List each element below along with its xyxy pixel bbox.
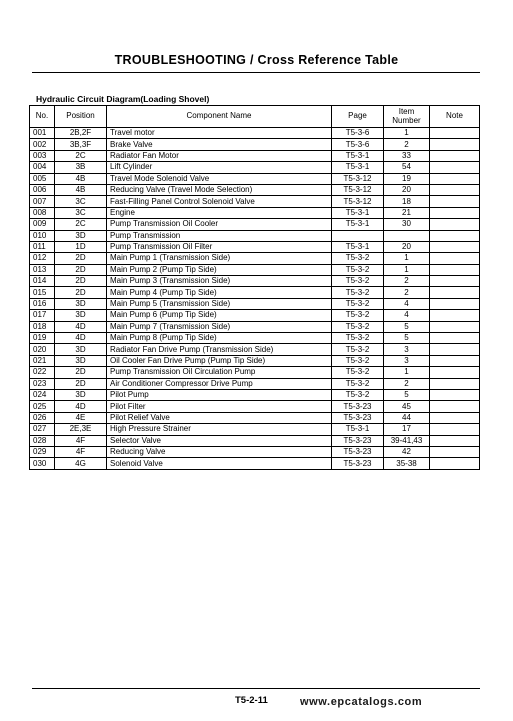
cell-no: 004 [30, 162, 55, 173]
cell-page: T5-3-1 [332, 162, 384, 173]
table-row [30, 458, 480, 469]
table-row [30, 446, 480, 457]
cell-item-number: 21 [384, 207, 430, 218]
cell-note [430, 162, 480, 173]
cell-item-number: 35-38 [384, 458, 430, 469]
cell-component-name: Oil Cooler Fan Drive Pump (Pump Tip Side) [107, 355, 332, 366]
cell-note [430, 241, 480, 252]
cell-no: 026 [30, 412, 55, 423]
cell-note [430, 287, 480, 298]
cell-position: 2C [55, 219, 107, 230]
cell-note [430, 458, 480, 469]
cell-note [430, 150, 480, 161]
cell-component-name: Pilot Filter [107, 401, 332, 412]
cell-component-name: Air Conditioner Compressor Drive Pump [107, 378, 332, 389]
cell-item-number: 1 [384, 264, 430, 275]
cell-page: T5-3-2 [332, 253, 384, 264]
cell-page: T5-3-23 [332, 435, 384, 446]
table-row [30, 139, 480, 150]
cell-position: 4E [55, 412, 107, 423]
cell-note [430, 128, 480, 139]
cell-position: 2D [55, 367, 107, 378]
cross-reference-table [29, 105, 480, 470]
footer-divider [32, 688, 480, 689]
cell-page: T5-3-1 [332, 207, 384, 218]
cell-position: 2D [55, 253, 107, 264]
cell-no: 006 [30, 184, 55, 195]
table-row [30, 355, 480, 366]
table-row [30, 344, 480, 355]
cell-position: 3D [55, 389, 107, 400]
cell-note [430, 355, 480, 366]
cell-component-name: High Pressure Strainer [107, 424, 332, 435]
cell-no: 009 [30, 219, 55, 230]
cell-page: T5-3-23 [332, 401, 384, 412]
cell-component-name: Reducing Valve [107, 446, 332, 457]
cell-no: 015 [30, 287, 55, 298]
cell-no: 021 [30, 355, 55, 366]
cell-position: 2D [55, 264, 107, 275]
cell-page: T5-3-2 [332, 276, 384, 287]
cell-position: 4D [55, 401, 107, 412]
cell-position: 4F [55, 446, 107, 457]
cell-note [430, 367, 480, 378]
page-number: T5-2-11 [235, 695, 268, 706]
cell-item-number: 2 [384, 139, 430, 150]
table-row [30, 298, 480, 309]
cell-note [430, 253, 480, 264]
cell-note [430, 310, 480, 321]
cell-component-name: Main Pump 6 (Pump Tip Side) [107, 310, 332, 321]
cell-note [430, 207, 480, 218]
table-row [30, 184, 480, 195]
cell-item-number: 4 [384, 298, 430, 309]
cell-page: T5-3-2 [332, 298, 384, 309]
cell-component-name: Selector Valve [107, 435, 332, 446]
cell-position: 3D [55, 344, 107, 355]
cell-page: T5-3-2 [332, 310, 384, 321]
cell-page: T5-3-2 [332, 355, 384, 366]
section-title: Hydraulic Circuit Diagram(Loading Shovel) [36, 94, 210, 104]
cell-no: 027 [30, 424, 55, 435]
cell-page: T5-3-23 [332, 412, 384, 423]
cell-component-name: Main Pump 4 (Pump Tip Side) [107, 287, 332, 298]
header-no: No. [30, 106, 55, 128]
cell-page: T5-3-23 [332, 458, 384, 469]
cell-note [430, 264, 480, 275]
cell-item-number: 39-41,43 [384, 435, 430, 446]
table-row [30, 150, 480, 161]
cell-page: T5-3-2 [332, 367, 384, 378]
cell-no: 013 [30, 264, 55, 275]
cell-position: 2D [55, 276, 107, 287]
cell-position: 3B [55, 162, 107, 173]
cell-position: 2B,2F [55, 128, 107, 139]
cell-no: 025 [30, 401, 55, 412]
cell-item-number: 2 [384, 378, 430, 389]
cell-note [430, 412, 480, 423]
cell-component-name: Solenoid Valve [107, 458, 332, 469]
table-row [30, 287, 480, 298]
cell-no: 029 [30, 446, 55, 457]
cell-note [430, 230, 480, 241]
cell-note [430, 298, 480, 309]
cell-note [430, 184, 480, 195]
cell-no: 018 [30, 321, 55, 332]
cell-page: T5-3-2 [332, 344, 384, 355]
cell-component-name: Engine [107, 207, 332, 218]
header-component-name: Component Name [107, 106, 332, 128]
cell-page: T5-3-12 [332, 184, 384, 195]
table-row [30, 253, 480, 264]
cell-page: T5-3-1 [332, 241, 384, 252]
header-page: Page [332, 106, 384, 128]
table-row [30, 219, 480, 230]
watermark: www.epcatalogs.com [300, 696, 423, 708]
cell-note [430, 435, 480, 446]
cell-position: 3B,3F [55, 139, 107, 150]
cell-page: T5-3-2 [332, 287, 384, 298]
cell-item-number: 5 [384, 321, 430, 332]
cell-no: 030 [30, 458, 55, 469]
cell-no: 001 [30, 128, 55, 139]
table-row [30, 378, 480, 389]
header-position: Position [55, 106, 107, 128]
cell-position: 2D [55, 378, 107, 389]
cell-item-number: 20 [384, 184, 430, 195]
cell-item-number: 5 [384, 389, 430, 400]
cell-component-name: Radiator Fan Drive Pump (Transmission Side) [107, 344, 332, 355]
cell-component-name: Main Pump 8 (Pump Tip Side) [107, 333, 332, 344]
cell-component-name: Radiator Fan Motor [107, 150, 332, 161]
header-item-line2: Number [392, 115, 421, 125]
cell-note [430, 333, 480, 344]
cell-note [430, 401, 480, 412]
table-row [30, 389, 480, 400]
cell-no: 017 [30, 310, 55, 321]
cell-note [430, 173, 480, 184]
title-divider [32, 72, 480, 73]
cell-position: 4B [55, 184, 107, 195]
cell-page: T5-3-2 [332, 333, 384, 344]
table-row [30, 310, 480, 321]
header-note: Note [430, 106, 480, 128]
cell-component-name: Main Pump 2 (Pump Tip Side) [107, 264, 332, 275]
cell-position: 3C [55, 207, 107, 218]
cell-no: 028 [30, 435, 55, 446]
cell-component-name: Main Pump 1 (Transmission Side) [107, 253, 332, 264]
table-row [30, 333, 480, 344]
cell-page: T5-3-1 [332, 219, 384, 230]
cell-position: 3D [55, 230, 107, 241]
cell-page: T5-3-23 [332, 446, 384, 457]
cell-component-name: Reducing Valve (Travel Mode Selection) [107, 184, 332, 195]
cell-note [430, 344, 480, 355]
cell-position: 1D [55, 241, 107, 252]
cell-no: 002 [30, 139, 55, 150]
cell-item-number: 4 [384, 310, 430, 321]
cell-note [430, 321, 480, 332]
cell-page: T5-3-12 [332, 173, 384, 184]
cell-position: 3D [55, 355, 107, 366]
table-row [30, 264, 480, 275]
cell-item-number: 33 [384, 150, 430, 161]
table-row [30, 207, 480, 218]
cell-page: T5-3-2 [332, 389, 384, 400]
cell-component-name: Pump Transmission [107, 230, 332, 241]
cell-no: 020 [30, 344, 55, 355]
table-row [30, 424, 480, 435]
table-row [30, 412, 480, 423]
cell-component-name: Pump Transmission Oil Circulation Pump [107, 367, 332, 378]
cell-item-number: 17 [384, 424, 430, 435]
cell-note [430, 276, 480, 287]
page-title: TROUBLESHOOTING / Cross Reference Table [114, 53, 399, 67]
table-row [30, 435, 480, 446]
cell-item-number: 42 [384, 446, 430, 457]
header-item-line1: Item [398, 107, 415, 117]
cell-component-name: Main Pump 3 (Transmission Side) [107, 276, 332, 287]
cell-note [430, 389, 480, 400]
cell-position: 2C [55, 150, 107, 161]
cell-position: 2D [55, 287, 107, 298]
cell-component-name: Brake Valve [107, 139, 332, 150]
cell-component-name: Travel motor [107, 128, 332, 139]
cell-item-number: 1 [384, 253, 430, 264]
cell-component-name: Pilot Pump [107, 389, 332, 400]
cell-item-number: 3 [384, 355, 430, 366]
cell-component-name: Pump Transmission Oil Filter [107, 241, 332, 252]
cell-component-name: Main Pump 5 (Transmission Side) [107, 298, 332, 309]
cell-no: 014 [30, 276, 55, 287]
cell-component-name: Travel Mode Solenoid Valve [107, 173, 332, 184]
cell-page [332, 230, 384, 241]
cell-item-number: 54 [384, 162, 430, 173]
table-row [30, 276, 480, 287]
cell-note [430, 219, 480, 230]
table-row [30, 367, 480, 378]
table-body [30, 128, 480, 470]
cell-note [430, 196, 480, 207]
cell-item-number: 2 [384, 276, 430, 287]
cell-item-number [384, 230, 430, 241]
cell-position: 4B [55, 173, 107, 184]
cell-page: T5-3-1 [332, 424, 384, 435]
cell-page: T5-3-2 [332, 264, 384, 275]
cell-item-number: 1 [384, 128, 430, 139]
cell-component-name: Main Pump 7 (Transmission Side) [107, 321, 332, 332]
cell-no: 011 [30, 241, 55, 252]
cell-no: 005 [30, 173, 55, 184]
cell-item-number: 5 [384, 333, 430, 344]
cell-position: 4G [55, 458, 107, 469]
cell-note [430, 139, 480, 150]
cell-note [430, 424, 480, 435]
cell-page: T5-3-6 [332, 128, 384, 139]
table-row [30, 196, 480, 207]
cell-no: 023 [30, 378, 55, 389]
cell-component-name: Pilot Relief Valve [107, 412, 332, 423]
cell-page: T5-3-12 [332, 196, 384, 207]
table-header-row [30, 106, 480, 128]
cell-item-number: 3 [384, 344, 430, 355]
cell-position: 4D [55, 333, 107, 344]
cell-item-number: 20 [384, 241, 430, 252]
cell-page: T5-3-2 [332, 378, 384, 389]
cell-no: 012 [30, 253, 55, 264]
table-row [30, 401, 480, 412]
cell-item-number: 2 [384, 287, 430, 298]
cell-no: 007 [30, 196, 55, 207]
cell-page: T5-3-2 [332, 321, 384, 332]
cell-no: 003 [30, 150, 55, 161]
cell-position: 3D [55, 310, 107, 321]
cell-page: T5-3-1 [332, 150, 384, 161]
cell-item-number: 44 [384, 412, 430, 423]
cell-position: 4F [55, 435, 107, 446]
cell-item-number: 18 [384, 196, 430, 207]
cell-item-number: 19 [384, 173, 430, 184]
cell-item-number: 30 [384, 219, 430, 230]
cell-component-name: Lift Cylinder [107, 162, 332, 173]
cell-item-number: 1 [384, 367, 430, 378]
table-row [30, 162, 480, 173]
table-row [30, 173, 480, 184]
header-item-number [384, 106, 430, 128]
cell-note [430, 378, 480, 389]
cell-no: 016 [30, 298, 55, 309]
cell-position: 3C [55, 196, 107, 207]
cell-no: 024 [30, 389, 55, 400]
cell-note [430, 446, 480, 457]
cell-no: 010 [30, 230, 55, 241]
table-row [30, 241, 480, 252]
cell-position: 3D [55, 298, 107, 309]
cell-page: T5-3-6 [332, 139, 384, 150]
table-row [30, 230, 480, 241]
table-row [30, 321, 480, 332]
cell-no: 022 [30, 367, 55, 378]
cell-item-number: 45 [384, 401, 430, 412]
cell-no: 019 [30, 333, 55, 344]
cell-component-name: Fast-Filling Panel Control Solenoid Valve [107, 196, 332, 207]
cell-position: 2E,3E [55, 424, 107, 435]
cell-no: 008 [30, 207, 55, 218]
cell-position: 4D [55, 321, 107, 332]
table-row [30, 128, 480, 139]
cell-component-name: Pump Transmission Oil Cooler [107, 219, 332, 230]
